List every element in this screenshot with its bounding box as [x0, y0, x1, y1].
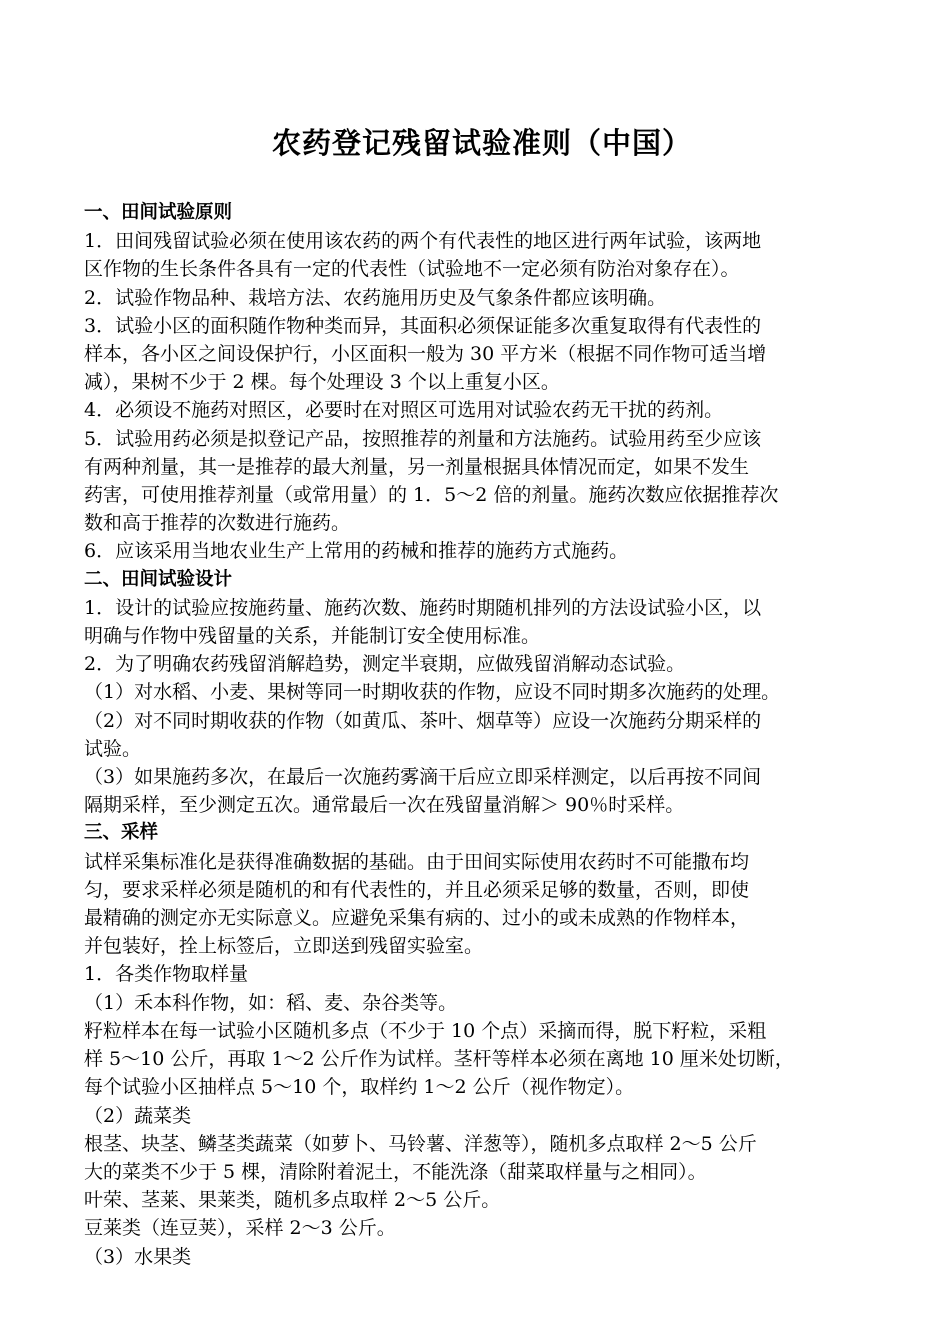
- paragraph-line: （2）对不同时期收获的作物（如黄瓜、茶叶、烟草等）应设一次施药分期采样的: [84, 709, 762, 732]
- paragraph-line: 最精确的测定亦无实际意义。应避免采集有病的、过小的或未成熟的作物样本，: [84, 907, 750, 930]
- paragraph-line: 籽粒样本在每一试验小区随机多点（不少于 10 个点）采摘而得，脱下籽粒，采粗: [84, 1019, 767, 1042]
- paragraph-line: 明确与作物中残留量的关系，并能制订安全使用标准。: [84, 625, 541, 648]
- paragraph-line: 1．田间残留试验必须在使用该农药的两个有代表性的地区进行两年试验，该两地: [84, 230, 762, 253]
- section-heading: 二、田间试验设计: [84, 568, 233, 590]
- paragraph-line: 每个试验小区抽样点 5～10 个，取样约 1～2 公斤（视作物定）。: [84, 1076, 635, 1099]
- paragraph-line: （1）禾本科作物，如：稻、麦、杂谷类等。: [84, 991, 458, 1014]
- paragraph-line: 2．试验作物品种、栽培方法、农药施用历史及气象条件都应该明确。: [84, 286, 667, 309]
- document-page: [84, 0, 880, 1271]
- paragraph-line: 数和高于推荐的次数进行施药。: [84, 512, 351, 535]
- paragraph-line: （3）水果类: [84, 1245, 192, 1268]
- paragraph-line: （2）蔬菜类: [84, 1104, 192, 1127]
- paragraph-line: 药害，可使用推荐剂量（或常用量）的 1．5～2 倍的剂量。施药次数应依据推荐次: [84, 484, 779, 507]
- paragraph-line: 5．试验用药必须是拟登记产品，按照推荐的剂量和方法施药。试验用药至少应该: [84, 427, 762, 450]
- paragraph-line: 匀，要求采样必须是随机的和有代表性的，并且必须采足够的数量，否则，即使: [84, 878, 750, 901]
- paragraph-line: 区作物的生长条件各具有一定的代表性（试验地不一定必须有防治对象存在）。: [84, 258, 740, 281]
- paragraph-line: 2．为了明确农药残留消解趋势，测定半衰期，应做残留消解动态试验。: [84, 653, 686, 676]
- paragraph-line: 样本，各小区之间设保护行，小区面积一般为 30 平方米（根据不同作物可适当增: [84, 343, 767, 366]
- paragraph-line: 并包装好，拴上标签后，立即送到残留实验室。: [84, 935, 484, 958]
- paragraph-line: 3．试验小区的面积随作物种类而异，其面积必须保证能多次重复取得有代表性的: [84, 314, 762, 337]
- page-title: 农药登记残留试验准则（中国）: [271, 126, 692, 160]
- paragraph-line: 4．必须设不施药对照区，必要时在对照区可选用对试验农药无干扰的药剂。: [84, 399, 724, 422]
- section-heading: 三、采样: [84, 822, 159, 844]
- paragraph-line: 样 5～10 公斤，再取 1～2 公斤作为试样。茎杆等样本必须在离地 10 厘米处切断，: [84, 1048, 794, 1071]
- paragraph-line: 试验。: [84, 737, 142, 760]
- paragraph-line: 1．设计的试验应按施药量、施药次数、施药时期随机排列的方法设试验小区，以: [84, 596, 762, 619]
- paragraph-line: 6．应该采用当地农业生产上常用的药械和推荐的施药方式施药。: [84, 540, 629, 563]
- paragraph-line: 有两种剂量，其一是推荐的最大剂量，另一剂量根据具体情况而定，如果不发生: [84, 455, 750, 478]
- section-heading: 一、田间试验原则: [84, 202, 233, 223]
- paragraph-line: 隔期采样，至少测定五次。通常最后一次在残留量消解＞ 90％时采样。: [84, 794, 685, 817]
- paragraph-line: 叶荣、茎莱、果莱类，随机多点取样 2～5 公斤。: [84, 1189, 501, 1212]
- paragraph-line: 根茎、块茎、鳞茎类蔬菜（如萝卜、马铃薯、洋葱等），随机多点取样 2～5 公斤: [84, 1132, 757, 1155]
- paragraph-line: （3）如果施药多次，在最后一次施药雾滴干后应立即采样测定，以后再按不同间: [84, 766, 762, 789]
- paragraph-line: 大的菜类不少于 5 棵，清除附着泥土，不能洗涤（甜菜取样量与之相同）。: [84, 1160, 707, 1183]
- paragraph-line: 豆莱类（连豆荚），采样 2～3 公斤。: [84, 1217, 396, 1240]
- paragraph-line: 试样采集标准化是获得准确数据的基础。由于田间实际使用农药时不可能撒布均: [84, 850, 750, 873]
- document-body: [84, 199, 880, 1271]
- paragraph-line: 减），果树不少于 2 棵。每个处理设 3 个以上重复小区。: [84, 371, 560, 394]
- paragraph-line: 1．各类作物取样量: [84, 963, 249, 986]
- paragraph-line: （1）对水稻、小麦、果树等同一时期收获的作物，应设不同时期多次施药的处理。: [84, 681, 781, 704]
